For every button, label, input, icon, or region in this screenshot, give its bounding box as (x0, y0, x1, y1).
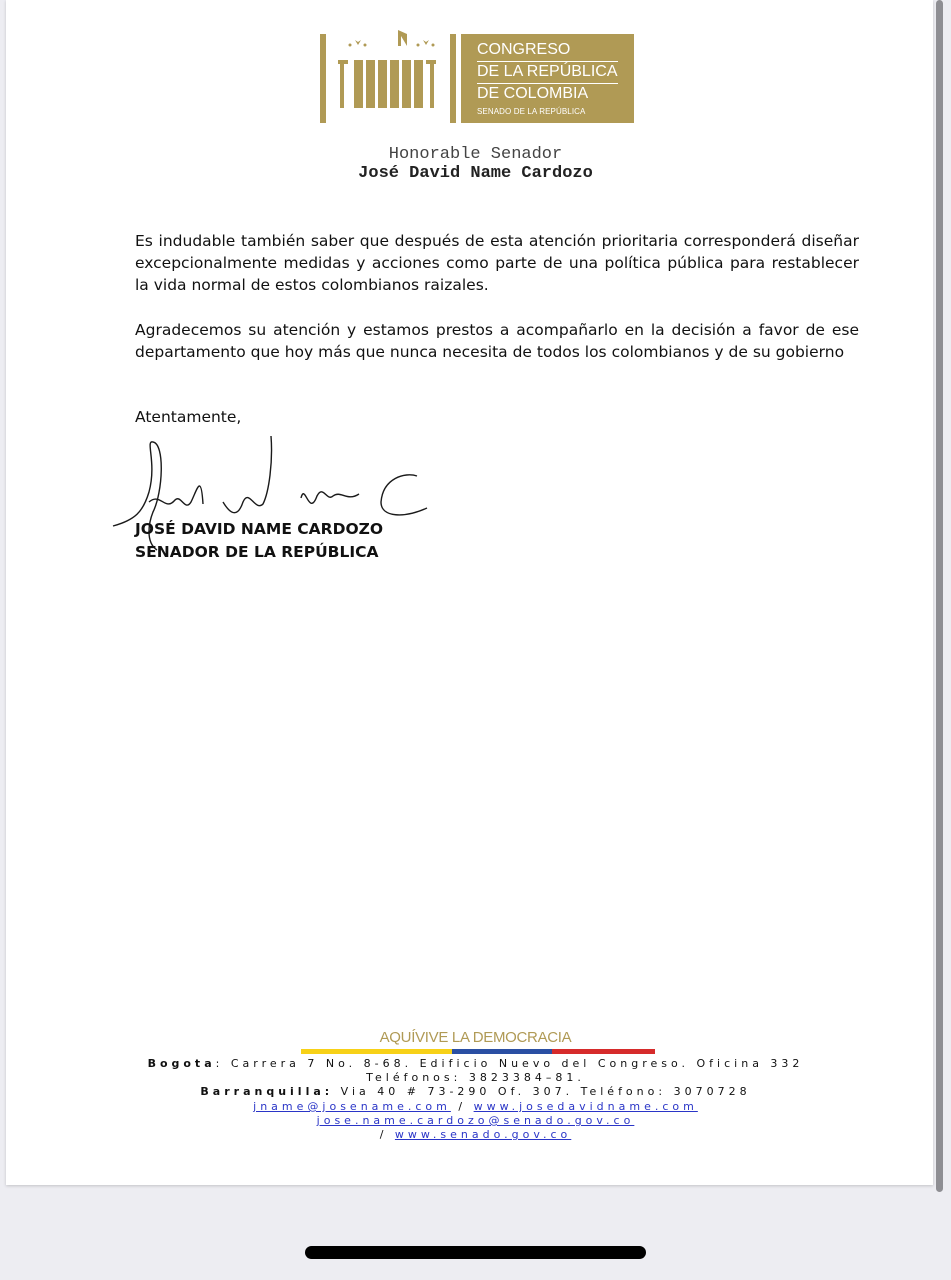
logo-subtitle: SENADO DE LA REPÚBLICA (477, 107, 586, 116)
footer-links-3 (0, 1128, 951, 1142)
footer-links-2 (0, 1114, 951, 1128)
footer-motto: AQUÍVIVE LA DEMOCRACIA (379, 1029, 572, 1046)
email-link-2[interactable]: jose.name.cardozo@senado.gov.co (316, 1114, 635, 1127)
footer-barranquilla (0, 1085, 951, 1099)
body-paragraph-1: Es indudable también saber que después de esta atención prioritaria corresponderá diseñar excepcionalmente medidas y acciones como parte de una política pública para restablecer la vida normal de estos colombianos raizales. (135, 232, 859, 294)
scrollbar[interactable] (936, 0, 943, 1192)
footer-bogota (0, 1057, 951, 1071)
flag-red-stripe (552, 1049, 655, 1054)
body-paragraph-2: Agradecemos su atención y estamos prestos a acompañarlo en la decisión a favor de ese departamento que hoy más que nunca necesita de todos los colombianos y de su gobierno (135, 321, 859, 361)
flag-color-bar (301, 1049, 655, 1054)
web-link-2[interactable]: www.senado.gov.co (394, 1128, 572, 1141)
footer-links-1 (0, 1100, 951, 1114)
footer-phones: Teléfonos: 3823384–81. (366, 1071, 585, 1084)
link-separator-2: / (379, 1128, 388, 1141)
addressee-name: José David Name Cardozo (358, 164, 593, 183)
home-indicator[interactable] (305, 1246, 646, 1259)
logo-line-2: DE LA REPÚBLICA (477, 62, 618, 84)
flag-blue-stripe (452, 1049, 552, 1054)
closing: Atentamente, (135, 408, 242, 426)
logo-line-1: CONGRESO (477, 40, 618, 62)
email-link-1[interactable]: jname@josename.com (253, 1100, 451, 1113)
salutation: Honorable Senador (388, 145, 563, 164)
barranquilla-label: Barranquilla: (200, 1085, 334, 1098)
signatory-title: SENADOR DE LA REPÚBLICA (135, 543, 379, 561)
logo-line-3: DE COLOMBIA (477, 85, 589, 102)
bogota-label: Bogota (147, 1057, 216, 1070)
congreso-logo (314, 28, 634, 123)
logo-text-block (461, 34, 634, 123)
flag-yellow-stripe (301, 1049, 452, 1054)
link-separator: / (458, 1100, 467, 1113)
capitol-emblem-icon (314, 28, 461, 123)
barranquilla-address: Via 40 # 73-290 Of. 307. Teléfono: 3070728 (333, 1085, 751, 1098)
web-link-1[interactable]: www.josedavidname.com (473, 1100, 698, 1113)
bogota-address: : Carrera 7 No. 8-68. Edificio Nuevo del Congreso. Oficina 332 (215, 1057, 804, 1070)
signatory-name: JOSÉ DAVID NAME CARDOZO (135, 520, 384, 538)
